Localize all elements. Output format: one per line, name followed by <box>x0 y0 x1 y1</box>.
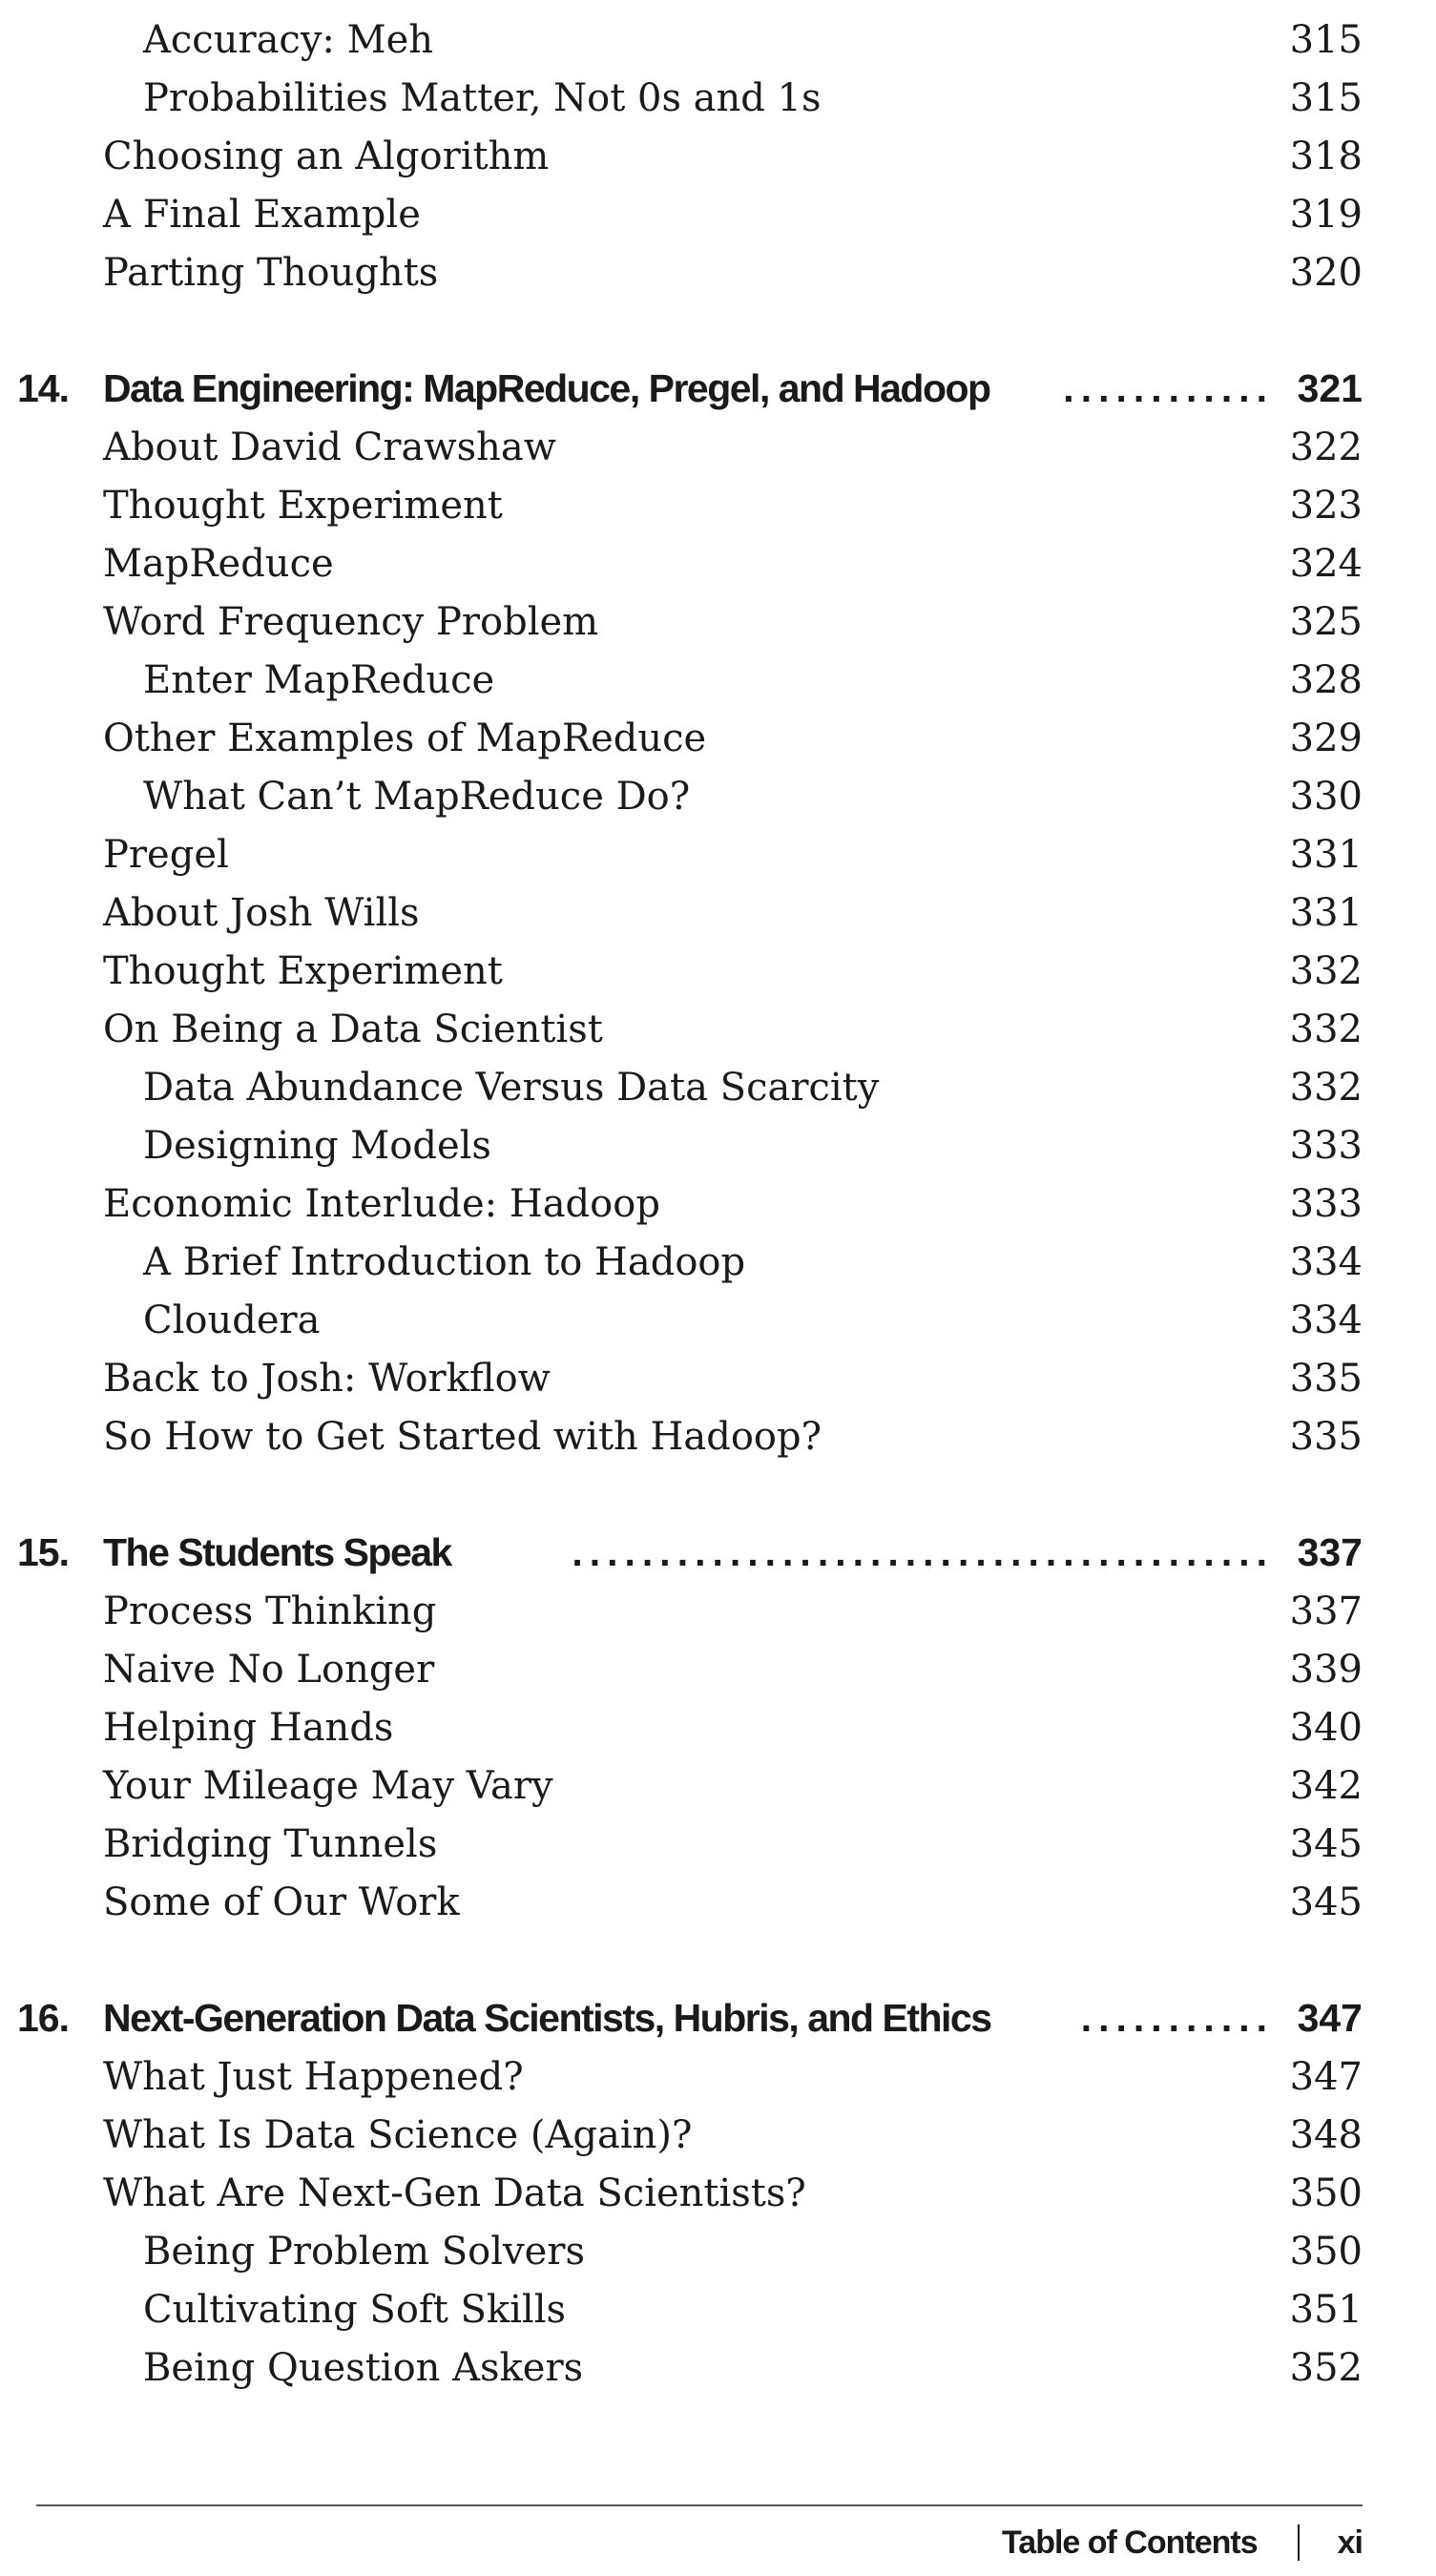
toc-entry-page-number: 331 <box>1289 891 1363 935</box>
toc-subentry[interactable] <box>0 70 1436 128</box>
toc-entry[interactable] <box>0 710 1436 768</box>
toc-entry-title: Word Frequency Problem <box>103 600 599 644</box>
toc-entry-title: Cultivating Soft Skills <box>143 2288 567 2332</box>
toc-subentry[interactable] <box>0 2281 1436 2339</box>
chapter-number: 15. <box>17 1530 69 1574</box>
footer-section-title: Table of Contents <box>1002 2524 1258 2561</box>
toc-entry-title: About David Crawshaw <box>103 426 556 469</box>
toc-entry-title: Other Examples of MapReduce <box>103 717 707 760</box>
toc-entry[interactable] <box>0 1583 1436 1641</box>
toc-entry-page-number: 319 <box>1289 193 1363 237</box>
toc-entry-title: MapReduce <box>103 542 334 586</box>
chapter-title-line <box>103 360 1274 418</box>
toc-entry-title: Your Mileage May Vary <box>103 1764 553 1808</box>
toc-entry[interactable] <box>0 128 1436 186</box>
toc-entry-page-number: 345 <box>1289 1880 1363 1924</box>
toc-entry-title: Accuracy: Meh <box>143 18 434 62</box>
toc-entry[interactable] <box>0 1699 1436 1757</box>
toc-entry-page-number: 318 <box>1289 135 1363 178</box>
toc-entry-page-number: 331 <box>1289 833 1363 877</box>
chapter-page-number: 321 <box>1297 366 1363 410</box>
toc-entry[interactable] <box>0 1175 1436 1234</box>
chapter-page-number: 347 <box>1297 1996 1363 2040</box>
toc-entry[interactable] <box>0 1408 1436 1466</box>
toc-entry-page-number: 333 <box>1289 1124 1363 1168</box>
toc-entry[interactable] <box>0 884 1436 943</box>
chapter-number: 16. <box>17 1996 69 2040</box>
toc-entry-page-number: 350 <box>1289 2230 1363 2274</box>
toc-entry[interactable] <box>0 1874 1436 1932</box>
toc-entry[interactable] <box>0 1001 1436 1059</box>
toc-entry-page-number: 347 <box>1289 2055 1363 2099</box>
toc-entry-title: Probabilities Matter, Not 0s and 1s <box>143 76 822 120</box>
toc-entry-page-number: 323 <box>1289 484 1363 528</box>
toc-entry-page-number: 340 <box>1289 1706 1363 1750</box>
toc-entry-page-number: 324 <box>1289 542 1363 586</box>
toc-entry-title: What Can’t MapReduce Do? <box>143 775 691 819</box>
toc-entry[interactable] <box>0 1350 1436 1408</box>
toc-entry-title: Economic Interlude: Hadoop <box>103 1182 660 1226</box>
toc-entry-title: Enter MapReduce <box>143 658 495 702</box>
toc-chapter-heading[interactable] <box>0 1524 1436 1582</box>
toc-entry-title: On Being a Data Scientist <box>103 1008 603 1051</box>
toc-entry-title: Helping Hands <box>103 1706 394 1750</box>
dot-leader: ............ <box>1063 366 1274 410</box>
toc-subentry[interactable] <box>0 768 1436 826</box>
toc-subentry[interactable] <box>0 1117 1436 1175</box>
toc-entry-page-number: 332 <box>1289 949 1363 993</box>
toc-entry-title: Being Question Askers <box>143 2346 584 2390</box>
chapter-title: Next-Generation Data Scientists, Hubris, and Ethics <box>103 1996 991 2040</box>
toc-entry-title: Thought Experiment <box>103 484 503 528</box>
toc-entry-title: A Final Example <box>103 193 421 237</box>
toc-entry-title: Choosing an Algorithm <box>103 135 550 178</box>
toc-entry[interactable] <box>0 477 1436 535</box>
chapter-number: 14. <box>17 366 69 410</box>
toc-entry-title: Being Problem Solvers <box>143 2230 585 2274</box>
toc-entry-page-number: 339 <box>1289 1648 1363 1692</box>
chapter-title-line <box>103 1524 1274 1582</box>
chapter-title-line <box>103 1989 1274 2047</box>
toc-subentry[interactable] <box>0 11 1436 70</box>
toc-entry-title: What Just Happened? <box>103 2055 524 2099</box>
toc-entry-title: Process Thinking <box>103 1589 437 1633</box>
toc-entry[interactable] <box>0 1816 1436 1874</box>
toc-entry[interactable] <box>0 1641 1436 1699</box>
toc-entry-page-number: 332 <box>1289 1008 1363 1051</box>
toc-entry[interactable] <box>0 2048 1436 2107</box>
toc-subentry[interactable] <box>0 1234 1436 1292</box>
toc-entry-title: A Brief Introduction to Hadoop <box>143 1240 746 1284</box>
dot-leader: ........... <box>1080 1996 1274 2040</box>
toc-entry-page-number: 352 <box>1289 2346 1363 2390</box>
toc-entry-page-number: 328 <box>1289 658 1363 702</box>
toc-entry-page-number: 334 <box>1289 1240 1363 1284</box>
toc-entry[interactable] <box>0 1757 1436 1816</box>
toc-entry-page-number: 332 <box>1289 1066 1363 1110</box>
toc-entry-page-number: 337 <box>1289 1589 1363 1633</box>
toc-entry-page-number: 348 <box>1289 2113 1363 2157</box>
toc-subentry[interactable] <box>0 2223 1436 2281</box>
toc-subentry[interactable] <box>0 1059 1436 1117</box>
toc-entry-title: Naive No Longer <box>103 1648 435 1692</box>
toc-entry-page-number: 351 <box>1289 2288 1363 2332</box>
toc-entry-page-number: 350 <box>1289 2171 1363 2215</box>
toc-entry-page-number: 325 <box>1289 600 1363 644</box>
toc-entry[interactable] <box>0 186 1436 244</box>
toc-entry[interactable] <box>0 535 1436 593</box>
footer-page-number: xi <box>1337 2524 1363 2561</box>
toc-chapter-heading[interactable] <box>0 360 1436 418</box>
toc-entry-page-number: 315 <box>1289 76 1363 120</box>
footer-separator <box>1298 2524 1300 2561</box>
toc-entry-title: Back to Josh: Workflow <box>103 1357 551 1401</box>
toc-entry[interactable] <box>0 2107 1436 2165</box>
toc-entry[interactable] <box>0 826 1436 884</box>
toc-entry-page-number: 334 <box>1289 1298 1363 1342</box>
toc-entry-title: About Josh Wills <box>103 891 420 935</box>
toc-entry-title: What Is Data Science (Again)? <box>103 2113 693 2157</box>
chapter-page-number: 337 <box>1297 1530 1363 1574</box>
toc-entry[interactable] <box>0 419 1436 477</box>
toc-entry-title: So How to Get Started with Hadoop? <box>103 1415 822 1459</box>
toc-entry-page-number: 329 <box>1289 717 1363 760</box>
toc-entry-page-number: 330 <box>1289 775 1363 819</box>
toc-subentry[interactable] <box>0 1292 1436 1350</box>
toc-entry-title: Thought Experiment <box>103 949 503 993</box>
toc-entry-title: Pregel <box>103 833 229 877</box>
chapter-title: Data Engineering: MapReduce, Pregel, and Hadoop <box>103 366 990 410</box>
toc-entry-title: Parting Thoughts <box>103 251 439 295</box>
toc-entry-title: Data Abundance Versus Data Scarcity <box>143 1066 880 1110</box>
footer-divider <box>36 2504 1363 2506</box>
dot-leader: ........................................ <box>572 1530 1274 1574</box>
chapter-title: The Students Speak <box>103 1530 451 1574</box>
toc-entry-page-number: 345 <box>1289 1822 1363 1866</box>
toc-entry-title: What Are Next-Gen Data Scientists? <box>103 2171 806 2215</box>
page-footer <box>1002 2519 1363 2566</box>
toc-entry-page-number: 322 <box>1289 426 1363 469</box>
toc-entry-page-number: 335 <box>1289 1357 1363 1401</box>
toc-entry[interactable] <box>0 943 1436 1001</box>
toc-chapter-heading[interactable] <box>0 1989 1436 2047</box>
toc-subentry[interactable] <box>0 2339 1436 2398</box>
toc-entry[interactable] <box>0 2165 1436 2223</box>
toc-subentry[interactable] <box>0 652 1436 710</box>
toc-entry-title: Cloudera <box>143 1298 321 1342</box>
toc-entry-page-number: 333 <box>1289 1182 1363 1226</box>
toc-entry-title: Some of Our Work <box>103 1880 460 1924</box>
toc-entry[interactable] <box>0 244 1436 302</box>
toc-entry-title: Bridging Tunnels <box>103 1822 438 1866</box>
toc-entry-page-number: 315 <box>1289 18 1363 62</box>
toc-entry-page-number: 320 <box>1289 251 1363 295</box>
toc-entry-page-number: 335 <box>1289 1415 1363 1459</box>
toc-entry-page-number: 342 <box>1289 1764 1363 1808</box>
toc-entry[interactable] <box>0 593 1436 652</box>
toc-entry-title: Designing Models <box>143 1124 491 1168</box>
